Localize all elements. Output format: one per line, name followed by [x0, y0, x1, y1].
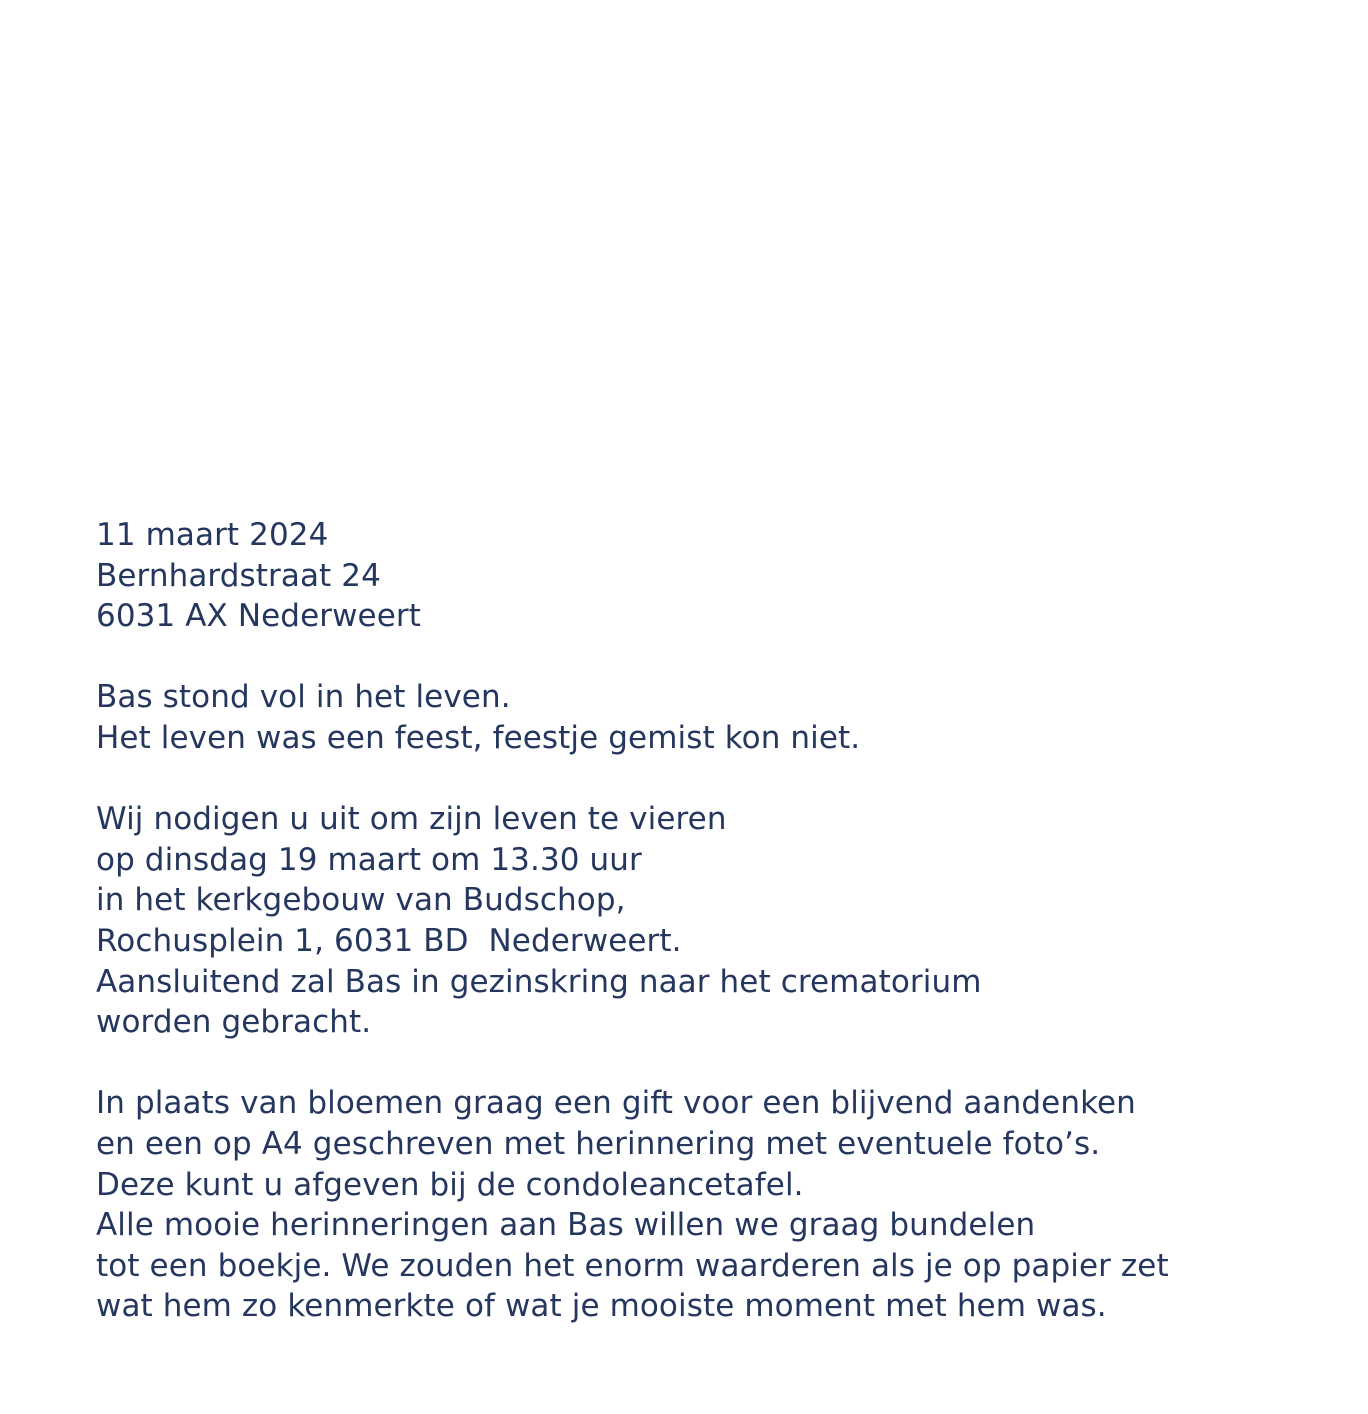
request-line: Alle mooie herinneringen aan Bas willen we graag bundelen: [96, 1207, 1036, 1244]
request-line: In plaats van bloemen graag een gift voor een blijvend aandenken: [96, 1085, 1136, 1122]
request-line: en een op A4 geschreven met herinnering met eventuele foto’s.: [96, 1125, 1101, 1162]
paragraph-spacer: [96, 759, 1346, 800]
date-line: 11 maart 2024: [96, 517, 329, 553]
intro-paragraph: [96, 677, 1346, 758]
invitation-line: in het kerkgebouw van Budschop,: [96, 882, 626, 919]
intro-line: Bas stond vol in het leven.: [96, 679, 511, 716]
invitation-paragraph: [96, 799, 1346, 1043]
request-line: wat hem zo kenmerkte of wat je mooiste moment met hem was.: [96, 1288, 1107, 1325]
announcement-letter: [96, 515, 1346, 1327]
paragraph-spacer: [96, 637, 1346, 678]
request-line: tot een boekje. We zouden het enorm waarderen als je op papier zet: [96, 1247, 1169, 1284]
request-line: Deze kunt u afgeven bij de condoleancetafel.: [96, 1166, 804, 1203]
address-block: [96, 515, 1346, 637]
paragraph-spacer: [96, 1043, 1346, 1084]
street-line: Bernhardstraat 24: [96, 557, 381, 594]
invitation-line: Rochusplein 1, 6031 BD Nederweert.: [96, 922, 682, 959]
invitation-line: worden gebracht.: [96, 1004, 372, 1041]
invitation-line: Wij nodigen u uit om zijn leven te vieren: [96, 801, 727, 838]
intro-line: Het leven was een feest, feestje gemist kon niet.: [96, 719, 861, 756]
invitation-line: op dinsdag 19 maart om 13.30 uur: [96, 841, 642, 878]
postal-city-line: 6031 AX Nederweert: [96, 598, 421, 635]
request-paragraph: [96, 1083, 1346, 1327]
invitation-line: Aansluitend zal Bas in gezinskring naar het crematorium: [96, 963, 982, 1000]
